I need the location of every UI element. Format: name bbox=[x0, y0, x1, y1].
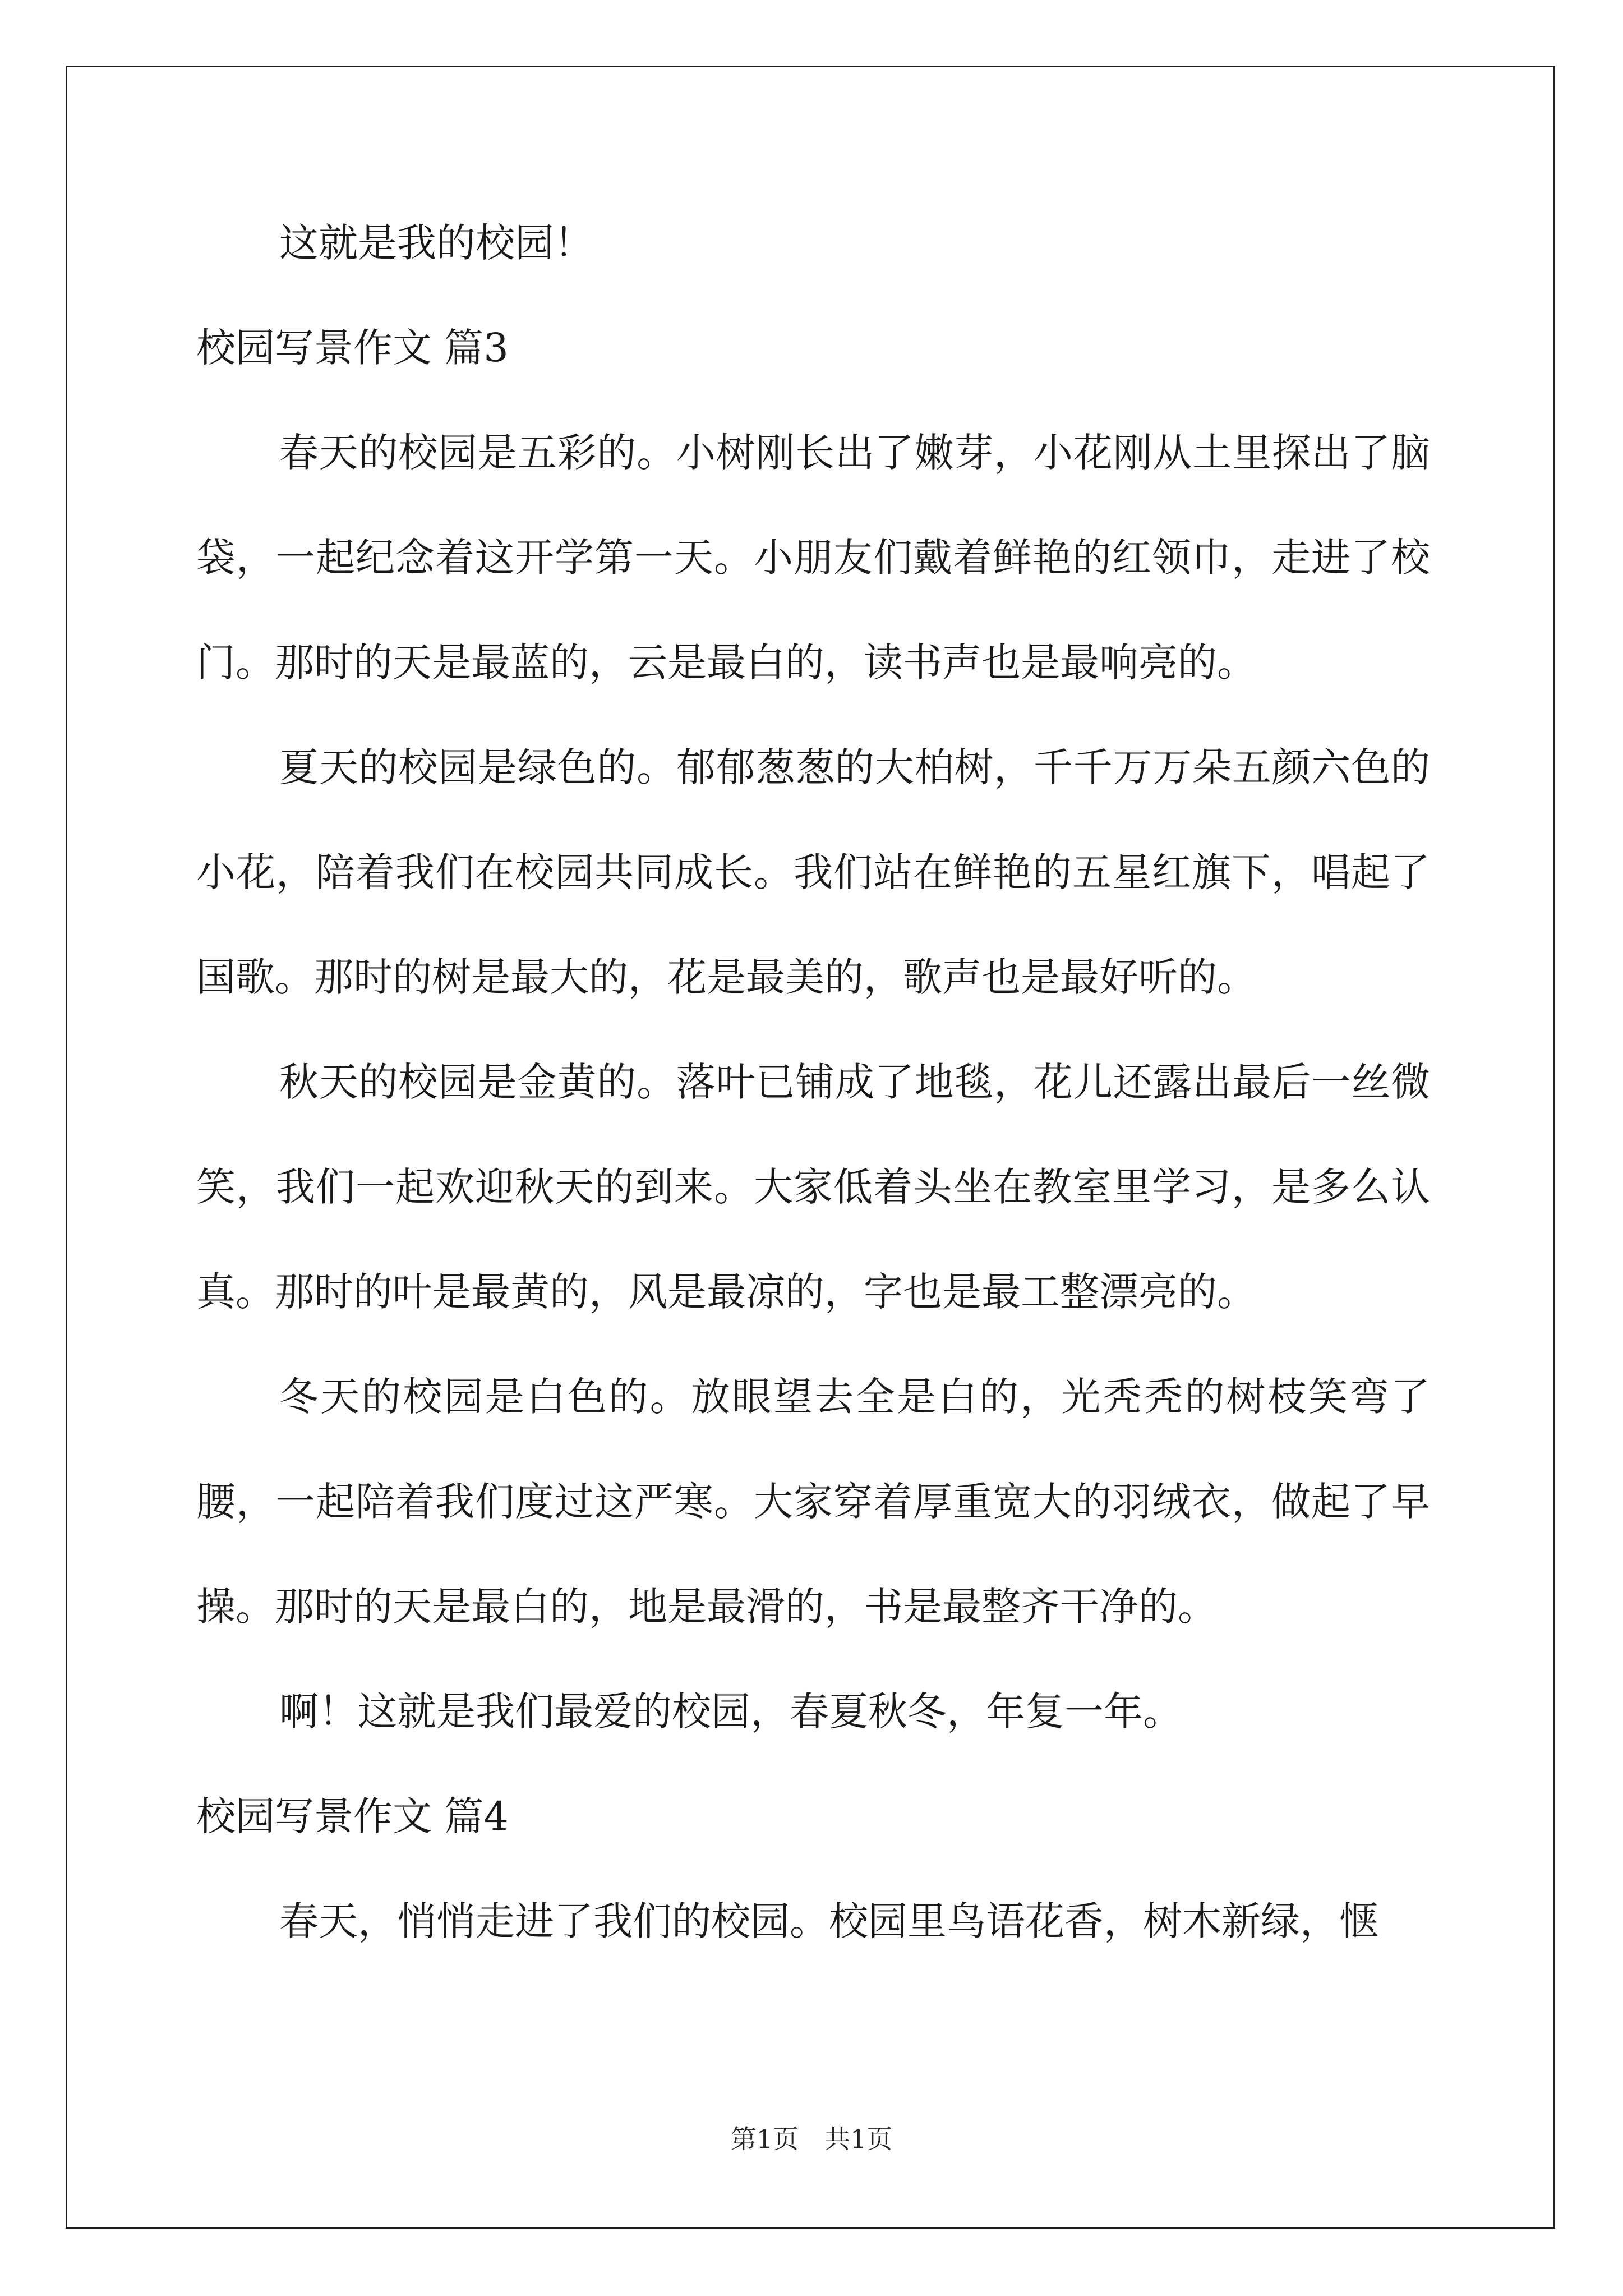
paragraph: 夏天的校园是绿色的。郁郁葱葱的大柏树，千千万万朵五颜六色的小花，陪着我们在校园共同成长。我们站在鲜艳的五星红旗下，唱起了国歌。那时的树是最大的，花是最美的，歌声也是最好听的。 bbox=[196, 744, 1430, 1000]
paragraph: 啊！这就是我们最爱的校园，春夏秋冬，年复一年。 bbox=[279, 1688, 1182, 1734]
section-heading: 校园写景作文 篇3 bbox=[196, 325, 509, 371]
paragraph: 这就是我的校园！ bbox=[279, 220, 593, 266]
paragraph: 冬天的校园是白色的。放眼望去全是白的，光秃秃的树枝笑弯了腰，一起陪着我们度过这严寒。大家穿着厚重宽大的羽绒衣，做起了早操。那时的天是最白的，地是最滑的，书是最整齐干净的。 bbox=[196, 1374, 1430, 1630]
page-number: 第1页 bbox=[730, 2124, 799, 2154]
paragraph: 春天，悄悄走进了我们的校园。校园里鸟语花香，树木新绿，惬 bbox=[279, 1898, 1378, 1944]
paragraph: 秋天的校园是金黄的。落叶已铺成了地毯，花儿还露出最后一丝微笑，我们一起欢迎秋天的到来。大家低着头坐在教室里学习，是多么认真。那时的叶是最黄的，风是最凉的，字也是最工整漂亮的。 bbox=[196, 1059, 1430, 1315]
document-body bbox=[196, 191, 1430, 1974]
page-total: 共1页 bbox=[824, 2124, 893, 2154]
paragraph: 春天的校园是五彩的。小树刚长出了嫩芽，小花刚从土里探出了脑袋，一起纪念着这开学第一天。小朋友们戴着鲜艳的红领巾，走进了校门。那时的天是最蓝的，云是最白的，读书声也是最响亮的。 bbox=[196, 430, 1430, 685]
page-footer bbox=[0, 2122, 1623, 2156]
section-heading: 校园写景作文 篇4 bbox=[196, 1793, 509, 1839]
